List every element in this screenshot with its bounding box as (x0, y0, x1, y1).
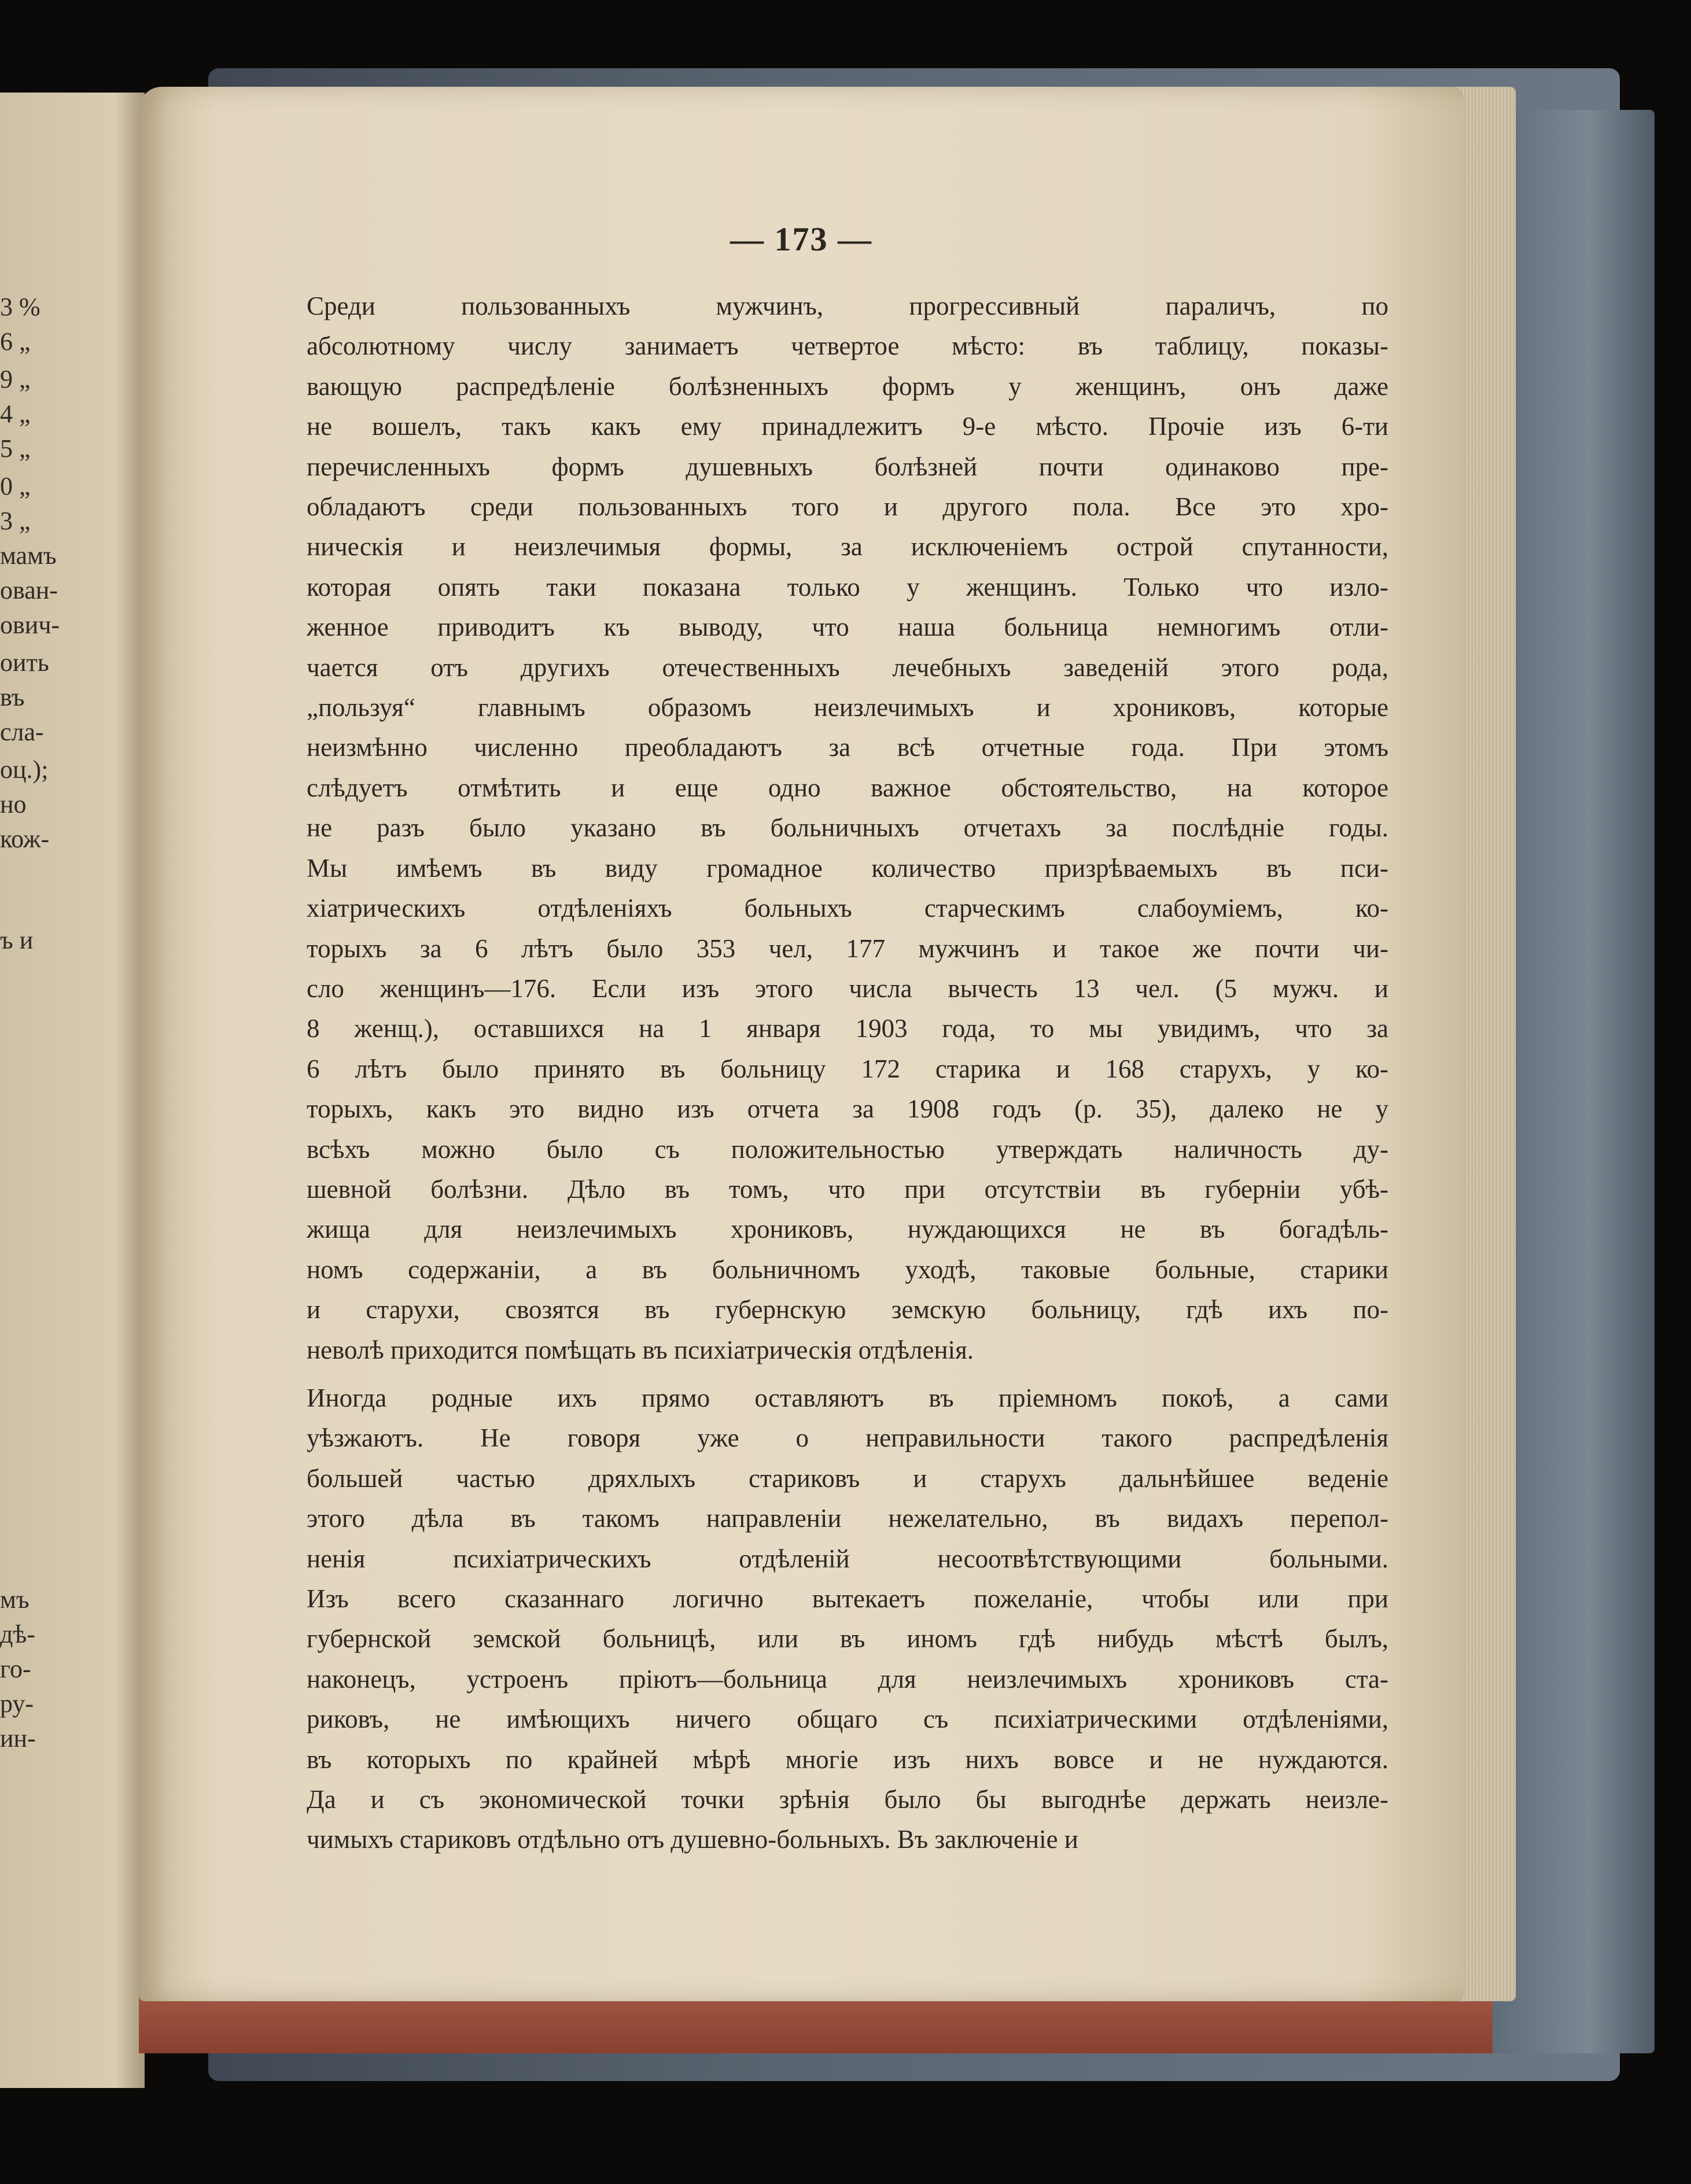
text-line: 8 женщ.), оставшихся на 1 января 1903 года, то мы увидимъ, что за (307, 1014, 1388, 1043)
left-page-fragment: мамъ (0, 541, 57, 570)
text-line: ненія психіатрическихъ отдѣленій несоотвѣтствующими больными. (307, 1544, 1388, 1573)
page-text (307, 286, 1388, 1860)
left-page-fragment: сла- (0, 718, 44, 746)
left-page-fragment: 5 „ (0, 434, 31, 463)
text-line: абсолютному числу занимаетъ четвертое мѣсто: въ таблицу, показы- (307, 331, 1388, 361)
text-line: Изъ всего сказаннаго логично вытекаетъ пожеланіе, чтобы или при (307, 1584, 1388, 1613)
left-page-fragment: дѣ- (0, 1620, 35, 1648)
text-line: этого дѣла въ такомъ направленіи нежелательно, въ видахъ перепол- (307, 1504, 1388, 1533)
text-line: женное приводитъ къ выводу, что наша больница немногимъ отли- (307, 613, 1388, 642)
paragraph (307, 286, 1388, 1370)
left-page-fragment: но (0, 790, 27, 818)
left-page-fragment: 3 „ (0, 507, 31, 535)
text-line: большей частью дряхлыхъ стариковъ и старухъ дальнѣйшее веденіе (307, 1463, 1388, 1493)
text-line: Среди пользованныхъ мужчинъ, прогрессивный параличъ, по (307, 292, 1388, 320)
left-page-fragment: оить (0, 648, 49, 677)
text-line: риковъ, не имѣющихъ ничего общаго съ психіатрическими отдѣленіями, (307, 1705, 1388, 1734)
text-line: не вошелъ, такъ какъ ему принадлежитъ 9-е мѣсто. Прочіе изъ 6-ти (307, 412, 1388, 441)
left-page-fragment: оц.); (0, 755, 49, 784)
left-page-fragment: ъ и (0, 926, 34, 954)
text-line: неизмѣнно численно преобладаютъ за всѣ отчетные года. При этомъ (307, 733, 1388, 762)
left-page-fragment: ру- (0, 1689, 34, 1718)
left-page-fragment: 0 „ (0, 472, 31, 500)
book-page (139, 87, 1464, 2001)
left-page-fragment: 3 % (0, 293, 40, 321)
left-page-fragment: 6 „ (0, 327, 31, 356)
text-line: сло женщинъ—176. Если изъ этого числа вычесть 13 чел. (5 мужч. и (307, 973, 1388, 1003)
left-page-fragment: го- (0, 1655, 31, 1683)
text-line: и старухи, свозятся въ губернскую земскую больницу, гдѣ ихъ по- (307, 1295, 1388, 1325)
text-line: ническія и неизлечимыя формы, за исключеніемъ острой спутанности, (307, 532, 1388, 562)
left-page-fragment: ован- (0, 576, 58, 604)
text-line: обладаютъ среди пользованныхъ того и другого пола. Все это хро- (307, 492, 1388, 522)
text-line: жища для неизлечимыхъ хрониковъ, нуждающихся не въ богадѣль- (307, 1215, 1388, 1244)
text-line: торыхъ, какъ это видно изъ отчета за 1908 годъ (р. 35), далеко не у (307, 1094, 1388, 1124)
text-line: всѣхъ можно было съ положительностью утверждать наличность ду- (307, 1134, 1388, 1164)
text-line: номъ содержаніи, а въ больничномъ уходѣ, таковые больные, старики (307, 1255, 1388, 1284)
left-page-fragment: въ (0, 683, 25, 711)
text-line: въ которыхъ по крайней мѣрѣ многіе изъ нихъ вовсе и не нуждаются. (307, 1744, 1388, 1774)
paragraph (307, 1378, 1388, 1860)
text-line: слѣдуетъ отмѣтить и еще одно важное обстоятельство, на которое (307, 773, 1388, 802)
text-line: чается отъ другихъ отечественныхъ лечебныхъ заведеній этого рода, (307, 652, 1388, 682)
text-line: 6 лѣтъ было принято въ больницу 172 старика и 168 старухъ, у ко- (307, 1054, 1388, 1083)
text-line: „пользуя“ главнымъ образомъ неизлечимыхъ и хрониковъ, которые (307, 693, 1388, 722)
text-line: шевной болѣзни. Дѣло въ томъ, что при отсутствіи въ губерніи убѣ- (307, 1174, 1388, 1204)
text-line: уѣзжаютъ. Не говоря уже о неправильности такого распредѣленія (307, 1423, 1388, 1453)
text-line: хіатрическихъ отдѣленіяхъ больныхъ старческимъ слабоуміемъ, ко- (307, 894, 1388, 923)
left-page-fragment: ович- (0, 611, 60, 639)
left-page-fragment: мъ (0, 1585, 30, 1614)
text-line: Мы имѣемъ въ виду громадное количество призрѣваемыхъ въ пси- (307, 853, 1388, 883)
text-line: чимыхъ стариковъ отдѣльно отъ душевно-больныхъ. Въ заключеніе и (307, 1825, 1078, 1854)
text-line: наконецъ, устроенъ пріютъ—больница для неизлечимыхъ хрониковъ ста- (307, 1664, 1388, 1694)
page-number: — 173 — (730, 220, 872, 258)
left-page-fragment: ин- (0, 1724, 36, 1753)
text-line: вающую распредѣленіе болѣзненныхъ формъ у женщинъ, онъ даже (307, 371, 1388, 401)
text-line: Да и съ экономической точки зрѣнія было бы выгоднѣе держать неизле- (307, 1785, 1388, 1814)
text-line: губернской земской больницѣ, или въ иномъ гдѣ нибудь мѣстѣ былъ, (307, 1624, 1388, 1654)
left-page-fragment: 4 „ (0, 400, 31, 428)
left-page-fragment: 9 „ (0, 365, 31, 393)
text-line: которая опять таки показана только у женщинъ. Только что изло- (307, 572, 1388, 602)
text-line: неволѣ приходится помѣщать въ психіатрическія отдѣленія. (307, 1335, 974, 1364)
text-line: перечисленныхъ формъ душевныхъ болѣзней почти одинаково пре- (307, 452, 1388, 481)
text-line: Иногда родные ихъ прямо оставляютъ въ пріемномъ покоѣ, а сами (307, 1383, 1388, 1412)
left-page (0, 93, 145, 2088)
text-line: торыхъ за 6 лѣтъ было 353 чел, 177 мужчинъ и такое же почти чи- (307, 934, 1388, 963)
text-line: не разъ было указано въ больничныхъ отчетахъ за послѣдніе годы. (307, 813, 1388, 843)
left-page-fragment: кож- (0, 825, 50, 853)
